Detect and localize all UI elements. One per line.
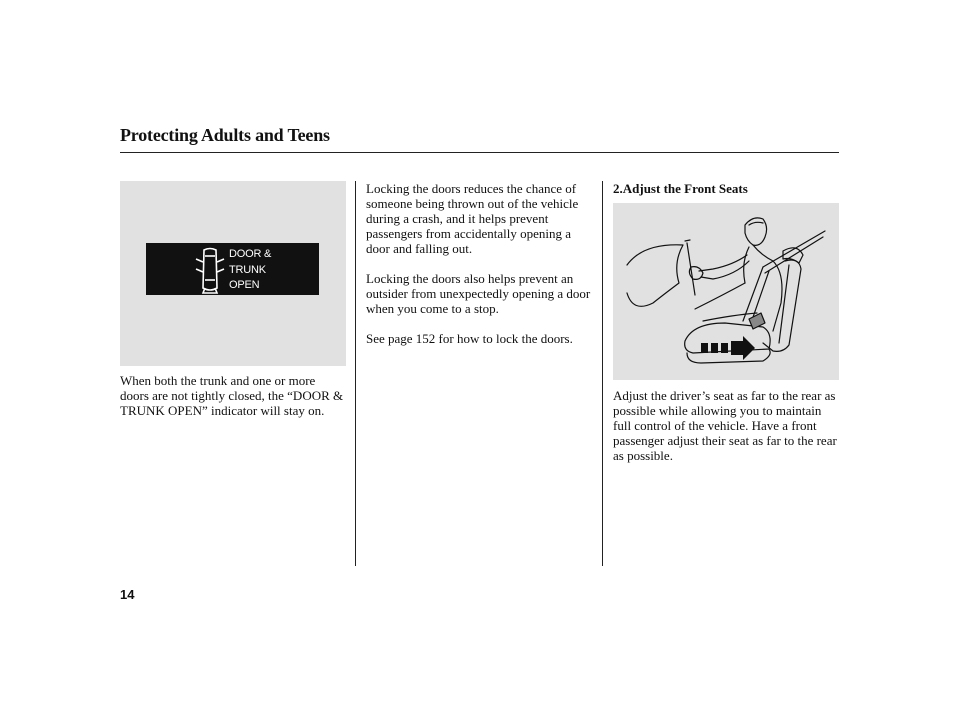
driver-seat-icon <box>613 203 839 380</box>
door-trunk-open-indicator <box>146 243 319 295</box>
page-title: Protecting Adults and Teens <box>120 125 330 145</box>
seat-adjust-body: Adjust the driver’s seat as far to the rear as possible while allowing you to maintain full control of the vehicle. Have a front passenger adjust their seat as far to the rear as possible. <box>613 388 837 463</box>
column-divider-1 <box>355 181 356 566</box>
section-heading: 2.Adjust the Front Seats <box>613 181 748 196</box>
middle-column <box>366 181 594 346</box>
seat-adjust-illustration <box>613 203 839 380</box>
indicator-caption: When both the trunk and one or more doors are not tightly closed, the “DOOR & TRUNK OPEN” indicator will stay on. <box>120 373 344 418</box>
right-column <box>613 388 839 463</box>
indicator-line-3: OPEN <box>229 279 260 291</box>
indicator-line-1: DOOR & <box>229 248 272 260</box>
left-column <box>120 373 346 418</box>
paragraph-see-page: See page 152 for how to lock the doors. <box>366 331 573 346</box>
column-divider-2 <box>602 181 603 566</box>
indicator-photo <box>120 181 346 366</box>
car-doors-open-icon <box>190 246 230 294</box>
indicator-line-2: TRUNK <box>229 263 266 276</box>
paragraph-locking-outsider: Locking the doors also helps prevent an outsider from unexpectedly opening a door when you come to a stop. <box>366 271 591 316</box>
paragraph-locking-reduces: Locking the doors reduces the chance of someone being thrown out of the vehicle during a crash, and it helps prevent passengers from accidentally opening a door and falling out. <box>366 181 579 256</box>
title-rule <box>120 152 839 153</box>
page-number: 14 <box>120 587 135 602</box>
